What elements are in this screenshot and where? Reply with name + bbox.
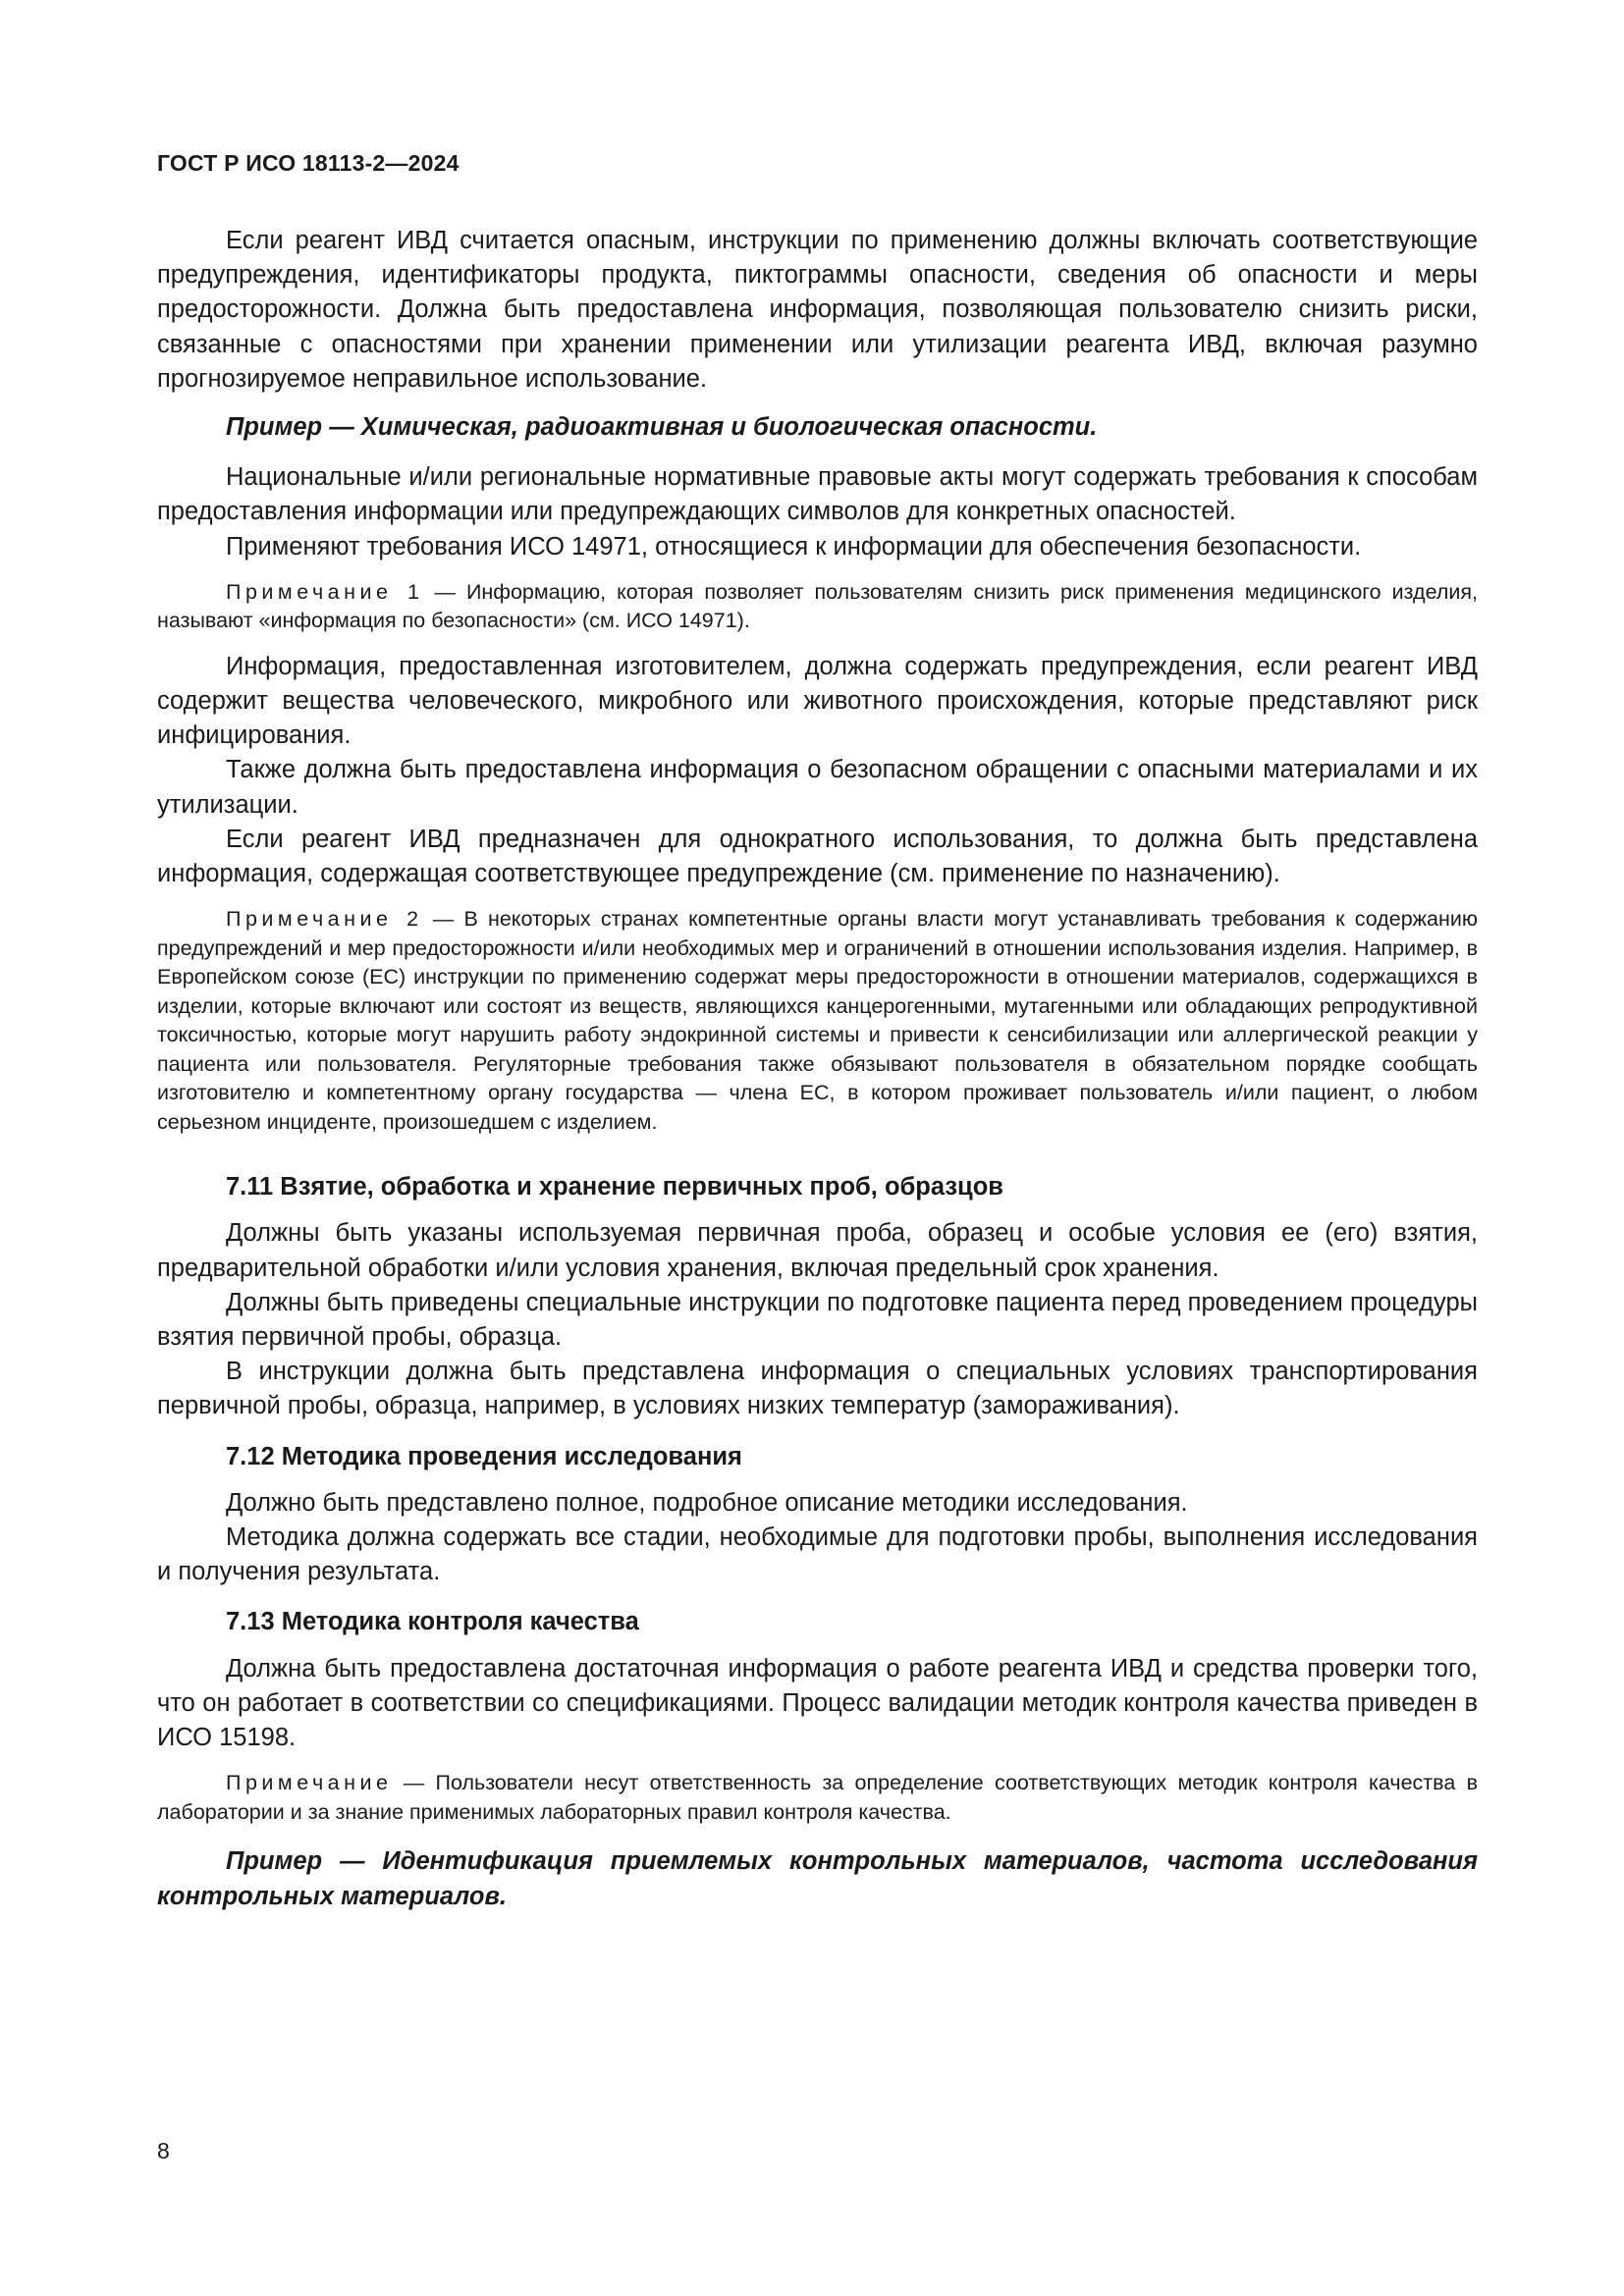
note-text: — В некоторых странах компетентные органы власти могут устанавливать требования к содержанию предупреждений и мер предосторожности и/или необходимых мер и ограничений в отношении использования изделия. Например, в Европейском союзе (ЕС) инструкции по применению содержат меры предосторожности в отношении материалов, содержащихся в изделии, которые включают или состоят из веществ, являющихся канцерогенными, мутагенными или обладающих репродуктивной токсичностью, которые могут нарушить работу эндокринной системы и привести к сенсибилизации или аллергической реакции у пациента или пользователя. Регуляторные требования также обязывают пользователя в обязательном порядке сообщать изготовителю и компетентному органу государства — члена ЕС, в котором проживает пользователь и/или пациент, о любом серьезном инциденте, произошедшем с изделием. bbox=[157, 907, 1479, 1134]
document-header: ГОСТ Р ИСО 18113-2—2024 bbox=[157, 150, 460, 176]
paragraph: Методика должна содержать все стадии, необходимые для подготовки пробы, выполнения исследования и получения результата. bbox=[157, 1523, 1478, 1586]
page-number: 8 bbox=[157, 2138, 170, 2163]
example: Пример — Идентификация приемлемых контрольных материалов, частота исследования контрольных материалов. bbox=[157, 1847, 1478, 1910]
note-label: Примечание 2 bbox=[226, 907, 423, 932]
paragraph: Должны быть приведены специальные инструкции по подготовке пациента перед проведением процедуры взятия первичной пробы, образца. bbox=[157, 1288, 1478, 1352]
note bbox=[157, 905, 1478, 1137]
paragraph: Применяют требования ИСО 14971, относящиеся к информации для обеспечения безопасности. bbox=[226, 532, 1362, 561]
example: Пример — Химическая, радиоактивная и биологическая опасности. bbox=[226, 413, 1098, 442]
paragraph: Национальные и/или региональные нормативные правовые акты могут содержать требования к способам предоставления информации или предупреждающих символов для конкретных опасностей. bbox=[157, 463, 1478, 526]
section-heading-7-12: 7.12 Методика проведения исследования bbox=[226, 1442, 742, 1470]
document-body bbox=[157, 224, 1478, 1914]
note-label: Примечание 1 bbox=[226, 579, 424, 604]
paragraph: В инструкции должна быть представлена информация о специальных условиях транспортирования первичной пробы, образца, например, в условиях низких температур (замораживания). bbox=[157, 1358, 1478, 1420]
section-heading-7-13: 7.13 Методика контроля качества bbox=[226, 1608, 639, 1636]
paragraph: Должна быть предоставлена достаточная информация о работе реагента ИВД и средства проверки того, что он работает в соответствии со спецификациями. Процесс валидации методик контроля качества приведен в ИСО 15198. bbox=[157, 1654, 1478, 1752]
note-text: — Пользователи несут ответственность за определение соответствующих методик контроля качества в лаборатории и за знание применимых лабораторных правил контроля качества. bbox=[157, 1771, 1478, 1824]
note bbox=[157, 578, 1478, 636]
section-heading-7-11: 7.11 Взятие, обработка и хранение первичных проб, образцов bbox=[226, 1173, 1003, 1201]
paragraph: Информация, предоставленная изготовителем, должна содержать предупреждения, если реагент ИВД содержит вещества человеческого, микробного или животного происхождения, которые представляют риск инфицирования. bbox=[157, 652, 1478, 750]
note-text: — Информацию, которая позволяет пользователям снизить риск применения медицинского изделия, называют «информация по безопасности» (см. ИСО 14971). bbox=[157, 579, 1478, 633]
note bbox=[157, 1769, 1478, 1827]
paragraph: Если реагент ИВД считается опасным, инструкции по применению должны включать соответствующие предупреждения, идентификаторы продукта, пиктограммы опасности, сведения об опасности и меры предосторожности. Должна быть предоставлена информация, позволяющая пользователю снизить риски, связанные с опасностями при хранении применении или утилизации реагента ИВД, включая разумно прогнозируемое неправильное использование. bbox=[157, 227, 1478, 393]
paragraph: Если реагент ИВД предназначен для однократного использования, то должна быть представлена информация, содержащая соответствующее предупреждение (см. применение по назначению). bbox=[157, 825, 1478, 888]
paragraph: Также должна быть предоставлена информация о безопасном обращении с опасными материалами и их утилизации. bbox=[157, 756, 1478, 819]
note-label: Примечание bbox=[226, 1771, 393, 1795]
paragraph: Должны быть указаны используемая первичная проба, образец и особые условия ее (его) взятия, предварительной обработки и/или условия хранения, включая предельный срок хранения. bbox=[157, 1219, 1478, 1282]
paragraph: Должно быть представлено полное, подробное описание методики исследования. bbox=[226, 1488, 1188, 1517]
